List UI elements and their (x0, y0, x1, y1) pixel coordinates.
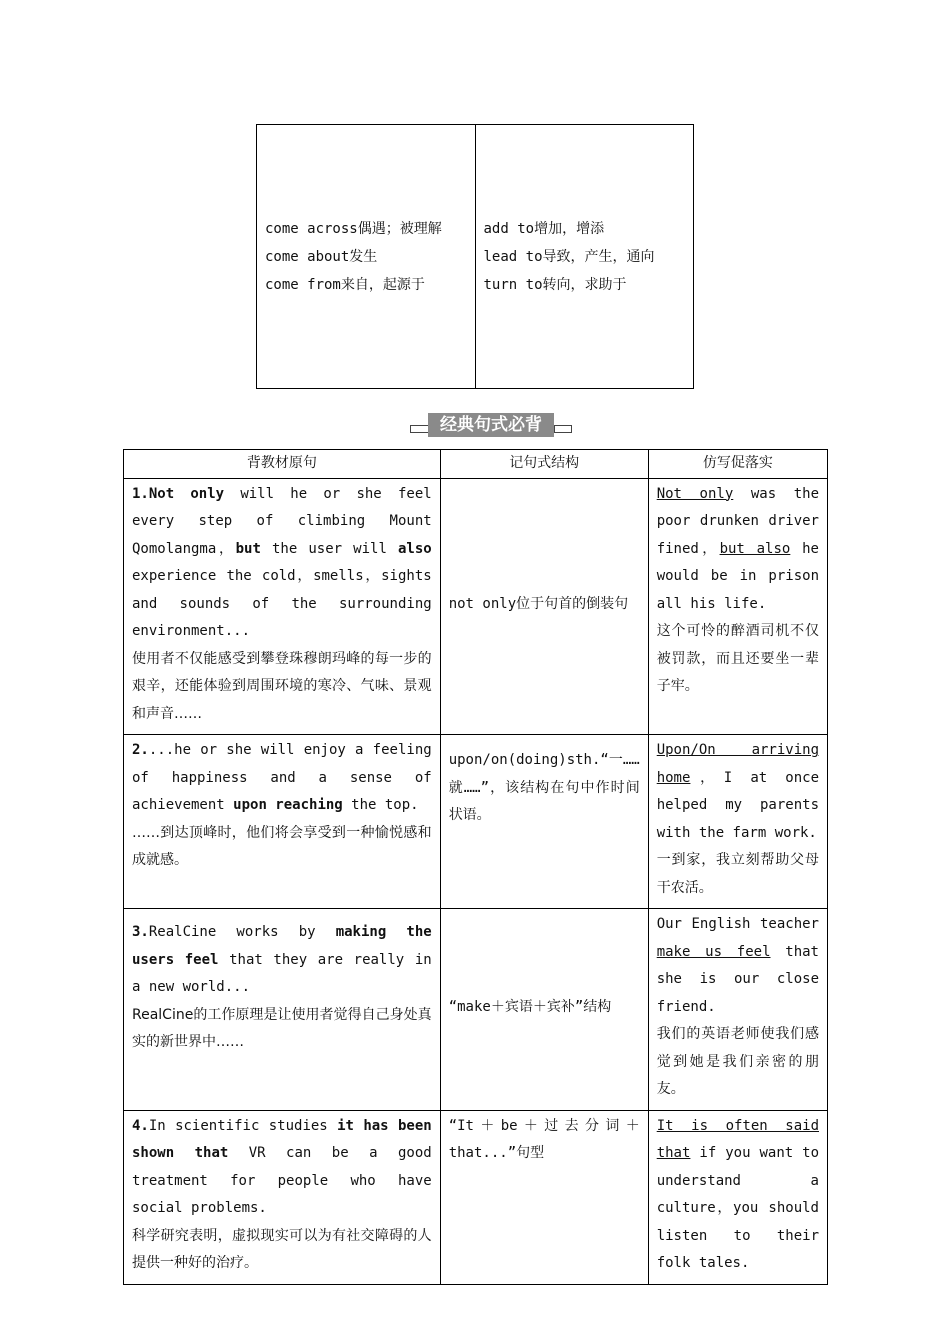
sentence-text: that they are really in a new world... (132, 951, 432, 995)
table-row (124, 478, 828, 735)
row-number: 2. (132, 742, 149, 758)
chinese-translation: 使用者不仅能感受到攀登珠穆朗玛峰的每一步的艰辛，还能体验到周围环境的寒冷、气味、景观和声音…… (132, 650, 432, 722)
sentence-text: experience the cold，smells，sights and sounds of the surrounding environment... (132, 568, 432, 639)
sentence-text: VR can be a good treatment for people who have social problems. (132, 1145, 432, 1216)
sentence-text: RealCine works by (148, 924, 336, 940)
key-phrase: upon reaching (233, 797, 343, 813)
phrase-column-right (475, 125, 694, 388)
phrase-item: come from来自，起源于 (265, 276, 425, 293)
table-row (124, 1110, 828, 1284)
chinese-translation: 一到家，我立刻帮助父母干农活。 (656, 852, 819, 896)
structure-cell: upon/on(doing)sth.“一……就……”，该结构在句中作时间状语。 (440, 735, 648, 909)
table-row (124, 909, 828, 1111)
heading-bar-left (410, 425, 430, 433)
sentence-text: if you want to understand a culture，you should listen to their folk tales. (656, 1145, 819, 1271)
sentence-text: the top. (342, 797, 419, 813)
chinese-translation: 我们的英语老师使我们感觉到她是我们亲密的朋友。 (656, 1026, 819, 1097)
sentence-text: that she is our close friend. (656, 943, 819, 1015)
structure-cell: “make＋宾语＋宾补”结构 (440, 909, 648, 1111)
phrase-item: add to增加，增添 (483, 220, 605, 237)
original-sentence-cell (124, 478, 441, 735)
key-phrase: but also (719, 540, 791, 557)
phrase-item: come across偶遇；被理解 (265, 220, 442, 237)
key-phrase: also (397, 540, 432, 557)
section-title: 经典句式必背 (428, 413, 554, 437)
phrase-column-left (257, 125, 475, 388)
heading-bar-right (554, 425, 572, 433)
key-phrase: Not only (148, 485, 225, 502)
chinese-translation: ……到达顶峰时，他们将会享受到一种愉悦感和成就感。 (132, 824, 432, 868)
sentence-text: In scientific studies (148, 1117, 338, 1134)
phrase-item: come about发生 (265, 248, 378, 265)
key-phrase: Not only (656, 485, 734, 502)
row-number: 3. (132, 924, 149, 940)
sentence-text: Our English teacher (656, 916, 819, 932)
key-phrase: it has been shown that (132, 1117, 432, 1161)
original-sentence-cell (124, 909, 441, 1111)
sentence-text: was the poor drunken driver fined， (656, 485, 819, 557)
structure-cell: “It＋be＋过去分词＋that...”句型 (440, 1110, 648, 1284)
imitation-cell (648, 735, 827, 909)
key-phrase: It is often said that (656, 1117, 819, 1161)
row-number: 1. (132, 485, 149, 502)
phrase-item: turn to转向，求助于 (483, 276, 627, 293)
sentence-text: ，I at once helped my parents with the farm work. (656, 769, 819, 841)
imitation-cell (648, 1110, 827, 1284)
table-header-row (124, 450, 828, 479)
header-structure: 记句式结构 (440, 450, 648, 479)
chinese-translation: 科学研究表明，虚拟现实可以为有社交障碍的人提供一种好的治疗。 (132, 1227, 432, 1271)
row-number: 4. (132, 1117, 149, 1134)
key-phrase: Upon/On arriving home (656, 742, 819, 786)
sentence-text: ...he or she will enjoy a feeling of happiness and a sense of achievement (132, 742, 432, 813)
chinese-translation: 这个可怜的醉酒司机不仅被罚款，而且还要坐一辈子牢。 (656, 623, 819, 694)
key-phrase: make us feel (656, 943, 771, 960)
phrase-item: lead to导致，产生，通向 (483, 248, 655, 265)
original-sentence-cell (124, 735, 441, 909)
header-original: 背教材原句 (124, 450, 441, 479)
imitation-cell (648, 909, 827, 1111)
chinese-translation: RealCine的工作原理是让使用者觉得自己身处真实的新世界中…… (132, 1006, 432, 1050)
phrase-table (256, 124, 694, 389)
header-imitation: 仿写促落实 (648, 450, 827, 479)
section-heading (410, 413, 572, 439)
sentence-text: he would be in prison all his life. (656, 540, 819, 612)
original-sentence-cell (124, 1110, 441, 1284)
sentence-table (123, 449, 828, 1285)
sentence-text: will he or she feel every step of climbing Mount Qomolangma， (132, 485, 432, 557)
imitation-cell (648, 478, 827, 735)
key-phrase: making the users feel (132, 924, 432, 968)
table-row (124, 735, 828, 909)
structure-cell: not only位于句首的倒装句 (440, 478, 648, 735)
sentence-text: the user will (260, 540, 398, 557)
key-phrase: but (235, 540, 261, 557)
